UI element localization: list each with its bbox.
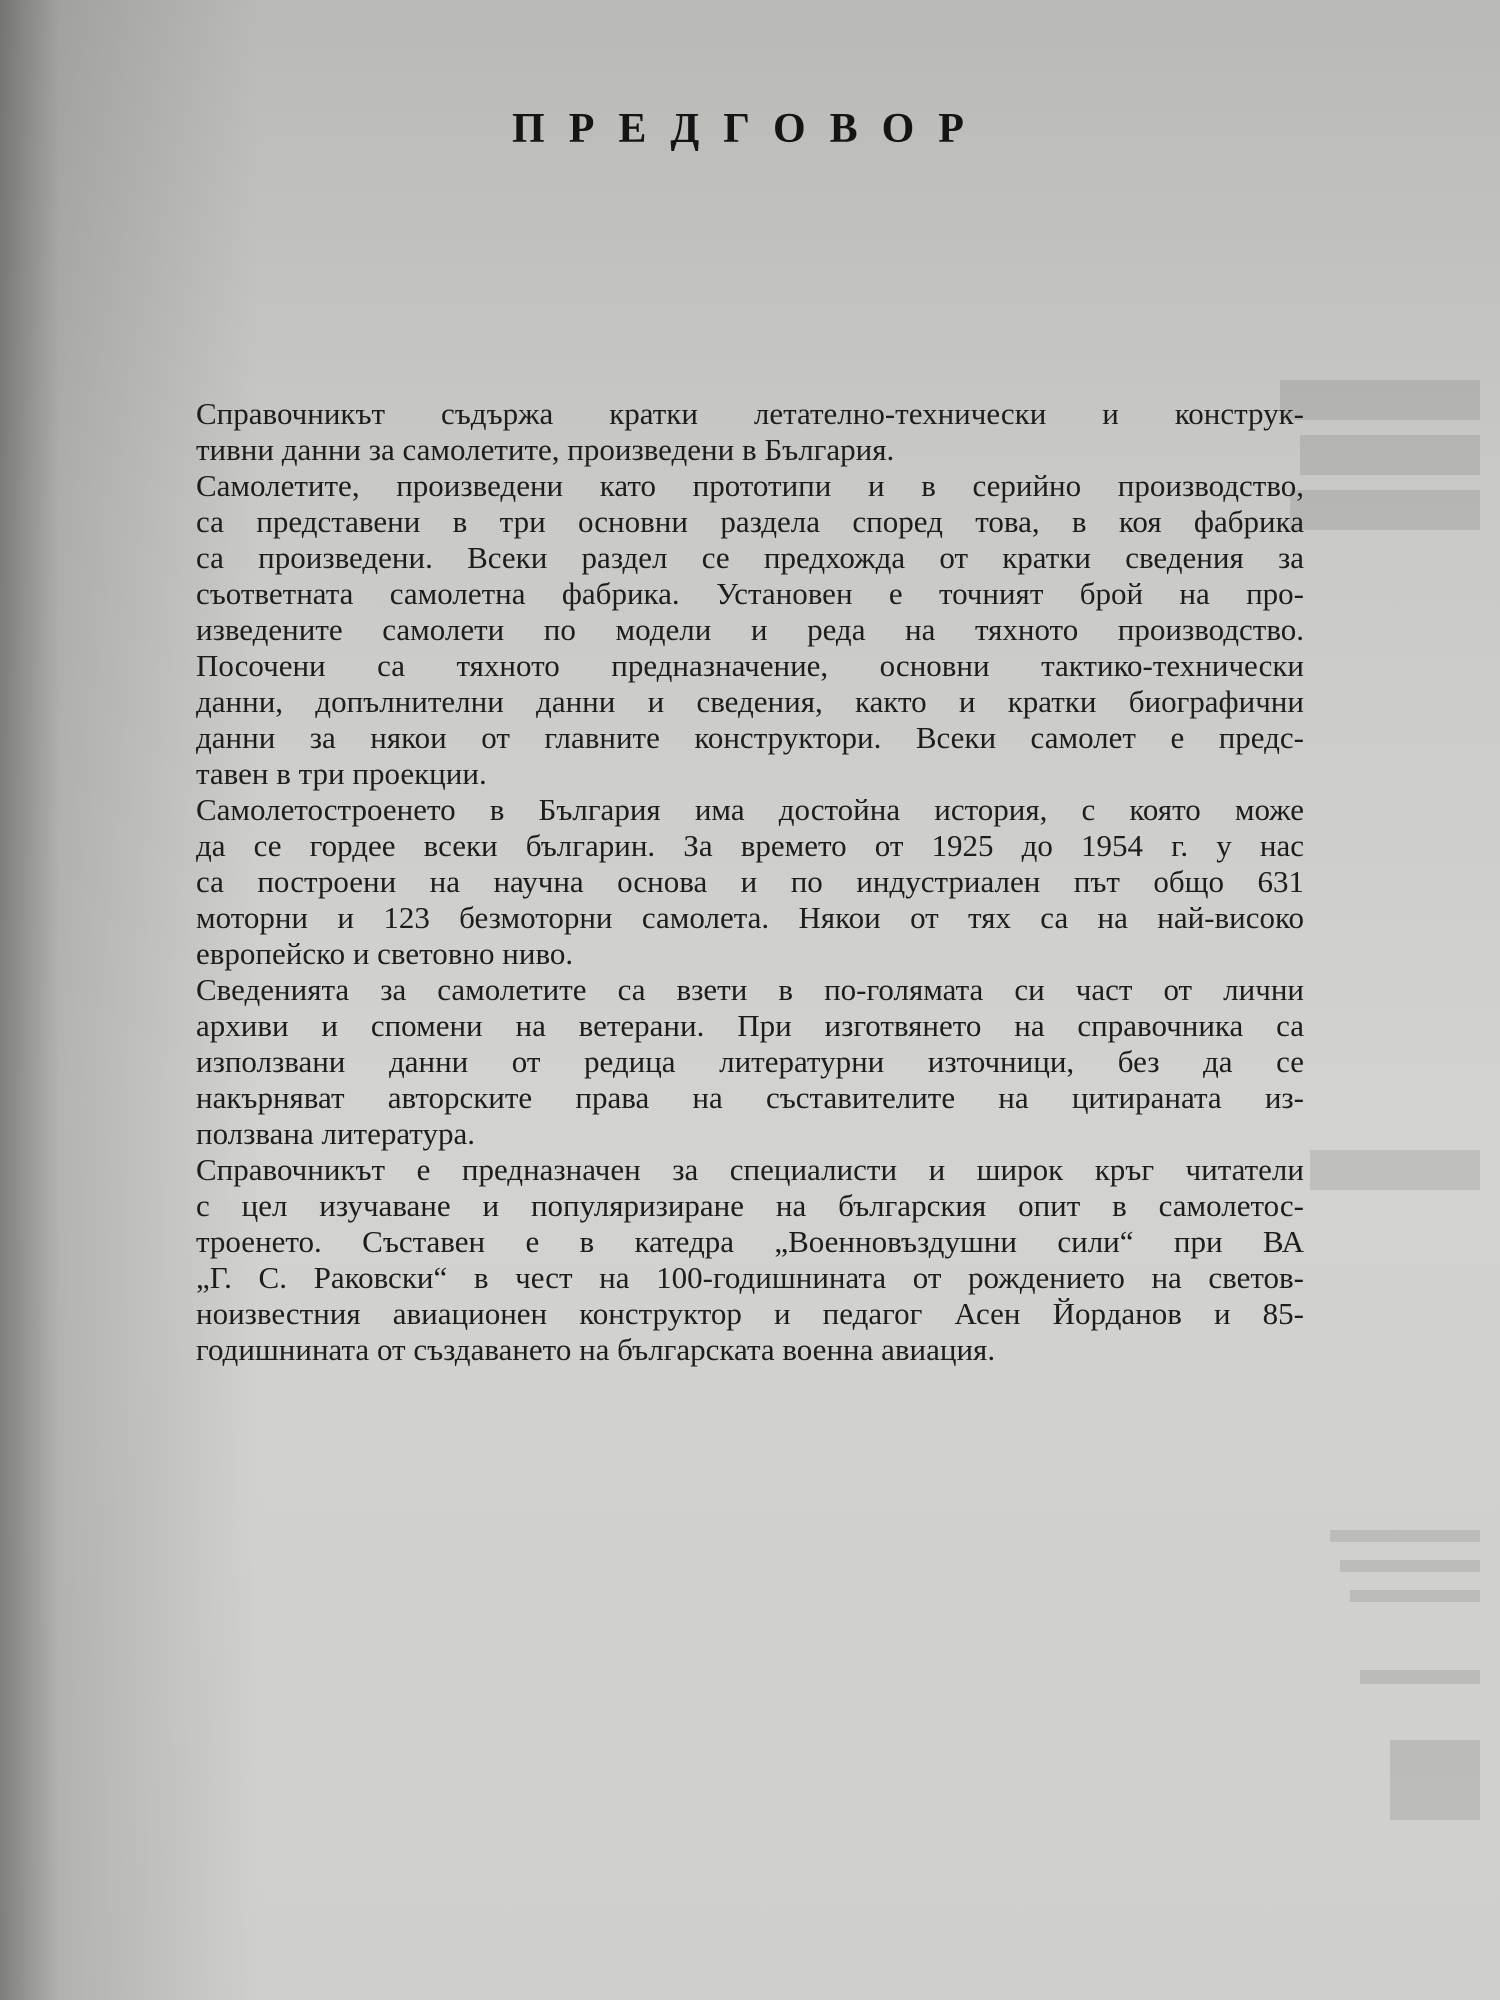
show-through-text bbox=[1280, 380, 1500, 1880]
text-line: архиви и спомени на ветерани. При изготвянето на справочника са bbox=[196, 1008, 1304, 1043]
text-line: годишнината от създаването на българската военна авиация. bbox=[196, 1332, 996, 1367]
paragraph-5 bbox=[196, 1152, 1304, 1368]
preface-body bbox=[196, 396, 1304, 1368]
text-line: ползвана литература. bbox=[196, 1116, 475, 1151]
text-line: с цел изучаване и популяризиране на българския опит в самолетос- bbox=[196, 1188, 1304, 1223]
text-line: Самолетите, произведени като прототипи и в серийно производство, bbox=[196, 468, 1304, 503]
text-line: са представени в три основни раздела според това, в коя фабрика bbox=[196, 504, 1304, 539]
text-line: троенето. Съставен е в катедра „Военновъздушни сили“ при ВА bbox=[196, 1224, 1304, 1259]
text-line: Сведенията за самолетите са взети в по-голямата си част от лични bbox=[196, 972, 1304, 1007]
text-line: Посочени са тяхното предназначение, основни тактико-технически bbox=[196, 648, 1304, 683]
text-line: са построени на научна основа и по индустриален път общо 631 bbox=[196, 864, 1304, 899]
text-line: Справочникът съдържа кратки летателно-технически и конструк- bbox=[196, 396, 1304, 431]
paragraph-4 bbox=[196, 972, 1304, 1152]
text-line: „Г. С. Раковски“ в чест на 100-годишнината от рождението на светов- bbox=[196, 1260, 1304, 1295]
text-line: тавен в три проекции. bbox=[196, 756, 487, 791]
text-line: моторни и 123 безмоторни самолета. Някои от тях са на най-високо bbox=[196, 900, 1304, 935]
text-line: изведените самолети по модели и реда на тяхното производство. bbox=[196, 612, 1304, 647]
paragraph-1 bbox=[196, 396, 1304, 468]
text-line: са произведени. Всеки раздел се предхожда от кратки сведения за bbox=[196, 540, 1304, 575]
text-line: данни за някои от главните конструктори. Всеки самолет е предс- bbox=[196, 720, 1304, 755]
text-line: тивни данни за самолетите, произведени в България. bbox=[196, 432, 895, 467]
text-line: европейско и световно ниво. bbox=[196, 936, 574, 971]
paragraph-3 bbox=[196, 792, 1304, 972]
text-line: Справочникът е предназначен за специалисти и широк кръг читатели bbox=[196, 1152, 1304, 1187]
text-line: ноизвестния авиационен конструктор и педагог Асен Йорданов и 85- bbox=[196, 1296, 1304, 1331]
text-line: съответната самолетна фабрика. Установен е точният брой на про- bbox=[196, 576, 1304, 611]
text-line: накърняват авторските права на съставителите на цитираната из- bbox=[196, 1080, 1304, 1115]
text-line: данни, допълнителни данни и сведения, както и кратки биографични bbox=[196, 684, 1304, 719]
page-title: ПРЕДГОВОР bbox=[512, 106, 988, 152]
text-line: да се гордее всеки българин. За времето от 1925 до 1954 г. у нас bbox=[196, 828, 1304, 863]
paragraph-2 bbox=[196, 468, 1304, 792]
text-line: Самолетостроенето в България има достойна история, с която може bbox=[196, 792, 1304, 827]
text-line: използвани данни от редица литературни източници, без да се bbox=[196, 1044, 1304, 1079]
